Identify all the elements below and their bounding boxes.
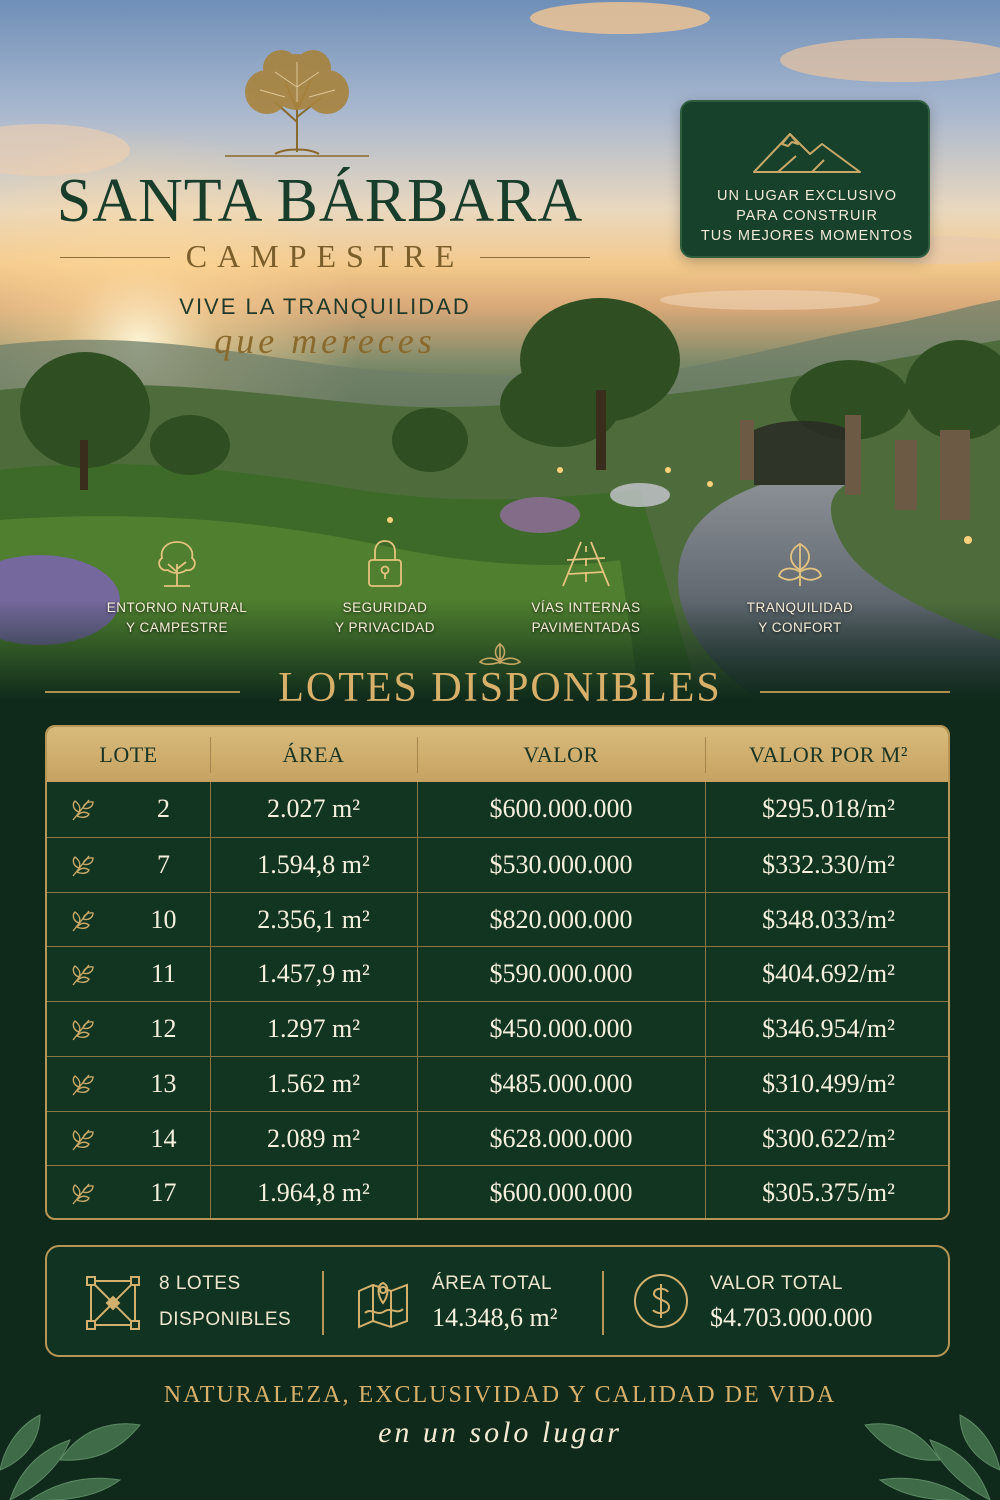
brand-subtitle-wrap (60, 238, 590, 278)
feature-line: Y PRIVACIDAD (334, 620, 436, 635)
feature-label (92, 598, 262, 638)
feature-comfort (715, 536, 885, 638)
leaf-icon (69, 1016, 95, 1042)
road-icon (559, 536, 613, 590)
cell-lote: 17 (150, 1178, 177, 1208)
cell-valor: $628.000.000 (489, 1123, 633, 1153)
leaf-icon (773, 536, 827, 590)
brand-title: SANTA BÁRBARA (56, 167, 584, 235)
leaf-icon (69, 907, 95, 933)
cell-lote: 13 (150, 1068, 177, 1098)
feature-line: VÍAS INTERNAS (531, 600, 641, 615)
badge-line: TUS MEJORES MOMENTOS (700, 228, 914, 244)
column-divider (210, 782, 211, 1220)
divider (480, 257, 590, 258)
summary-value-label: VALOR TOTAL (710, 1273, 843, 1294)
feature-line: ENTORNO NATURAL (106, 600, 248, 615)
leaf-ornament-icon (478, 640, 522, 666)
badge-line: PARA CONSTRUIR (736, 208, 878, 224)
feature-label (715, 598, 885, 638)
table-row (47, 892, 950, 947)
lock-icon (358, 536, 412, 590)
footer-slogan: NATURALEZA, EXCLUSIVIDAD Y CALIDAD DE VIDA (163, 1382, 837, 1408)
footer-script: en un solo lugar (378, 1416, 622, 1449)
badge-line: UN LUGAR EXCLUSIVO (717, 188, 897, 204)
leaf-icon (69, 1126, 95, 1152)
cell-valor: $820.000.000 (489, 904, 633, 934)
badge-text (692, 186, 922, 246)
leaves-decoration-icon (860, 1380, 1000, 1500)
header-valor-m2: VALOR POR M² (749, 742, 908, 767)
cell-area: 2.089 m² (266, 1123, 361, 1153)
table-row (47, 1001, 950, 1056)
cell-lote: 2 (157, 794, 170, 823)
table-row (47, 1165, 950, 1220)
feature-line: TRANQUILIDAD (746, 600, 854, 615)
mountain-icon (752, 126, 862, 176)
cell-area: 1.594,8 m² (257, 849, 370, 879)
feature-label (300, 598, 470, 638)
cell-valor: $530.000.000 (489, 849, 633, 879)
feature-line: Y CONFORT (758, 620, 842, 635)
summary-lots-line1: 8 LOTES (159, 1273, 241, 1294)
cell-area: 1.964,8 m² (257, 1178, 370, 1208)
map-pin-icon (355, 1273, 411, 1329)
cell-valor: $450.000.000 (489, 1014, 633, 1043)
cell-area: 1.457,9 m² (257, 959, 370, 989)
cell-valor-m2: $300.622/m² (762, 1123, 895, 1153)
header-lote: LOTE (99, 742, 158, 767)
tagline: VIVE LA TRANQUILIDAD (179, 294, 471, 319)
column-divider (705, 782, 706, 1220)
section-title: LOTES DISPONIBLES (278, 665, 722, 711)
divider (760, 691, 950, 693)
feature-line: SEGURIDAD (342, 600, 428, 615)
feature-roads (501, 536, 671, 638)
cell-valor: $485.000.000 (489, 1068, 633, 1098)
table-row (47, 1111, 950, 1166)
leaf-icon (69, 961, 95, 987)
cell-valor-m2: $305.375/m² (762, 1178, 895, 1208)
table-row (47, 837, 950, 892)
table-header (47, 727, 950, 782)
cell-lote: 7 (157, 849, 170, 879)
divider (322, 1271, 324, 1335)
cell-valor-m2: $310.499/m² (762, 1068, 895, 1098)
cell-lote: 14 (150, 1123, 177, 1153)
summary-area-label: ÁREA TOTAL (432, 1273, 553, 1294)
dollar-icon (633, 1273, 689, 1329)
feature-label (501, 598, 671, 638)
cell-area: 2.356,1 m² (257, 904, 370, 934)
cell-valor: $600.000.000 (489, 1178, 633, 1208)
cell-area: 1.562 m² (266, 1068, 361, 1098)
feature-natural (92, 536, 262, 638)
table-row (47, 782, 950, 837)
table-body (47, 782, 950, 1220)
cell-valor-m2: $404.692/m² (762, 959, 895, 989)
summary-value-total: $4.703.000.000 (710, 1303, 873, 1332)
cell-lote: 11 (150, 959, 177, 989)
cell-valor-m2: $295.018/m² (762, 794, 895, 823)
leaf-icon (69, 796, 95, 822)
feature-line: PAVIMENTADAS (531, 620, 641, 635)
tree-icon (150, 536, 204, 590)
header-valor: VALOR (523, 742, 599, 767)
leaf-icon (69, 852, 95, 878)
cell-valor-m2: $332.330/m² (762, 849, 895, 879)
cell-valor-m2: $346.954/m² (762, 1014, 895, 1043)
summary-panel (45, 1245, 950, 1357)
divider (602, 1271, 604, 1335)
exclusive-badge (680, 100, 930, 258)
cell-valor-m2: $348.033/m² (762, 904, 895, 934)
feature-security (300, 536, 470, 638)
tagline-script: que mereces (214, 321, 436, 361)
header-area: ÁREA (282, 742, 345, 767)
cell-lote: 10 (150, 904, 177, 934)
cell-lote: 12 (150, 1014, 177, 1043)
leaf-icon (69, 1071, 95, 1097)
table-row (47, 946, 950, 1001)
cell-valor: $600.000.000 (489, 794, 633, 823)
plot-boundary-icon (85, 1275, 141, 1331)
summary-area-value: 14.348,6 m² (432, 1303, 558, 1332)
cell-area: 2.027 m² (266, 794, 361, 823)
cell-area: 1.297 m² (266, 1014, 361, 1043)
column-divider (417, 782, 418, 1220)
lots-table (45, 725, 950, 1220)
leaf-icon (69, 1180, 95, 1206)
brand-subtitle: CAMPESTRE (185, 238, 465, 274)
feature-line: Y CAMPESTRE (125, 620, 229, 635)
table-row (47, 1056, 950, 1111)
summary-lots-line2: DISPONIBLES (159, 1309, 292, 1330)
tree-logo-icon (215, 42, 379, 158)
cell-valor: $590.000.000 (489, 959, 633, 989)
